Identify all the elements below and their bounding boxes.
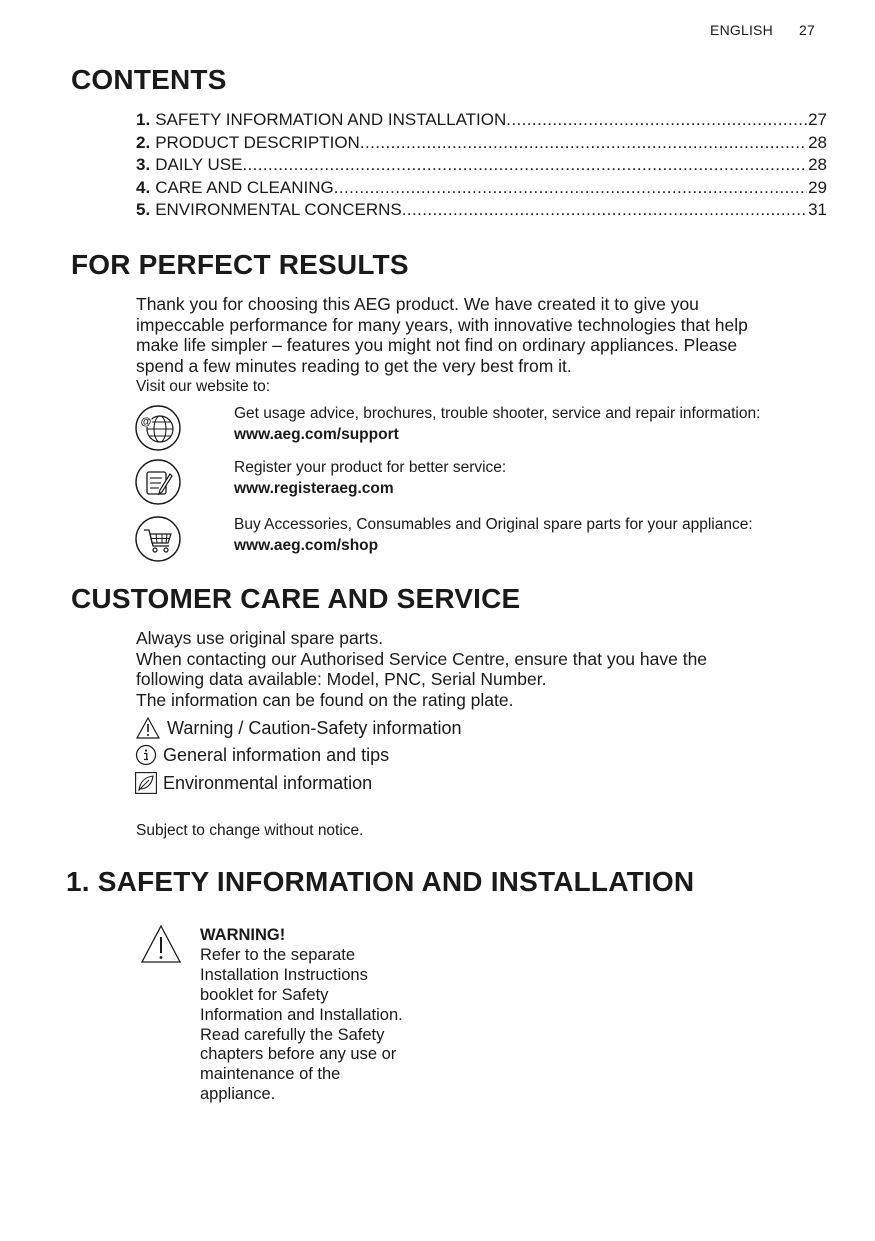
support-link[interactable]: www.aeg.com/support <box>234 425 399 443</box>
shop-link[interactable]: www.aeg.com/shop <box>234 536 379 554</box>
warning-heading: WARNING! <box>200 926 286 944</box>
shop-description: Buy Accessories, Consumables and Original spare parts for your appliance: <box>234 516 753 533</box>
warning-triangle-icon <box>135 717 161 739</box>
perfect-results-title: FOR PERFECT RESULTS <box>71 249 409 280</box>
toc-label: SAFETY INFORMATION AND INSTALLATION <box>155 110 507 129</box>
leaf-icon <box>135 772 157 794</box>
support-description: Get usage advice, brochures, trouble shooter, service and repair information: <box>234 405 761 422</box>
support-link-row <box>134 404 834 454</box>
page-number: 27 <box>799 22 815 38</box>
warning-box: WARNING! Refer to the separate Installation Instructions booklet for Safety Information and Installation. Read carefully the Safety chapters before any use or maintenance of the appliance. <box>200 926 430 1105</box>
contents-title: CONTENTS <box>71 64 227 95</box>
toc-label: DAILY USE <box>155 155 243 174</box>
warning-triangle-icon <box>140 924 182 964</box>
toc-item[interactable]: 5. ENVIRONMENTAL CONCERNS ..... 31 <box>136 200 827 223</box>
toc-item[interactable]: 2. PRODUCT DESCRIPTION ..... 28 <box>136 133 827 156</box>
svg-text:@: @ <box>140 416 152 428</box>
safety-title: 1. SAFETY INFORMATION AND INSTALLATION <box>66 866 695 897</box>
customer-care-title: CUSTOMER CARE AND SERVICE <box>71 583 521 614</box>
toc-item[interactable]: 1. SAFETY INFORMATION AND INSTALLATION ..... 27 <box>136 110 827 133</box>
globe-at-icon <box>134 404 182 452</box>
toc-page: 28 <box>808 155 827 174</box>
register-link[interactable]: www.registeraeg.com <box>234 479 394 497</box>
info-circle-icon <box>135 744 157 766</box>
shop-link-row <box>134 515 834 565</box>
page-header <box>710 22 815 38</box>
legend-environment: Environmental information <box>135 771 372 795</box>
toc-item[interactable]: 3. DAILY USE ..... 28 <box>136 155 827 178</box>
register-link-row <box>134 458 834 508</box>
register-form-icon <box>134 458 182 506</box>
language-label: ENGLISH <box>710 22 773 38</box>
toc-page: 29 <box>808 177 827 197</box>
toc-label: CARE AND CLEANING <box>155 177 334 197</box>
toc-item[interactable]: 4. CARE AND CLEANING ..... 29 <box>136 178 827 201</box>
toc-page: 31 <box>808 200 827 219</box>
legend-info: General information and tips <box>135 743 389 767</box>
toc-label: PRODUCT DESCRIPTION <box>155 132 360 152</box>
shopping-cart-icon <box>134 515 182 563</box>
toc-label: ENVIRONMENTAL CONCERNS <box>155 200 402 219</box>
intro-paragraph: Thank you for choosing this AEG product. We have created it to give you impeccable performance for many years, with innovative technologies that help make life simpler – features you might not find on ordinary appliances. Please spend a few minutes reading to get the very best from it. Visit our website to: <box>136 294 816 398</box>
legend-warning: Warning / Caution-Safety information <box>135 716 461 740</box>
toc-page: 27 <box>808 110 827 129</box>
visit-label: Visit our website to: <box>136 377 271 395</box>
toc-page: 28 <box>808 132 827 152</box>
register-description: Register your product for better service: <box>234 459 507 476</box>
table-of-contents <box>136 110 827 223</box>
change-notice: Subject to change without notice. <box>136 822 364 839</box>
customer-care-paragraph: Always use original spare parts. When contacting our Authorised Service Centre, ensure that you have the following data available: Model, PNC, Serial Number. The information can be found on the rating plate. <box>136 628 708 711</box>
